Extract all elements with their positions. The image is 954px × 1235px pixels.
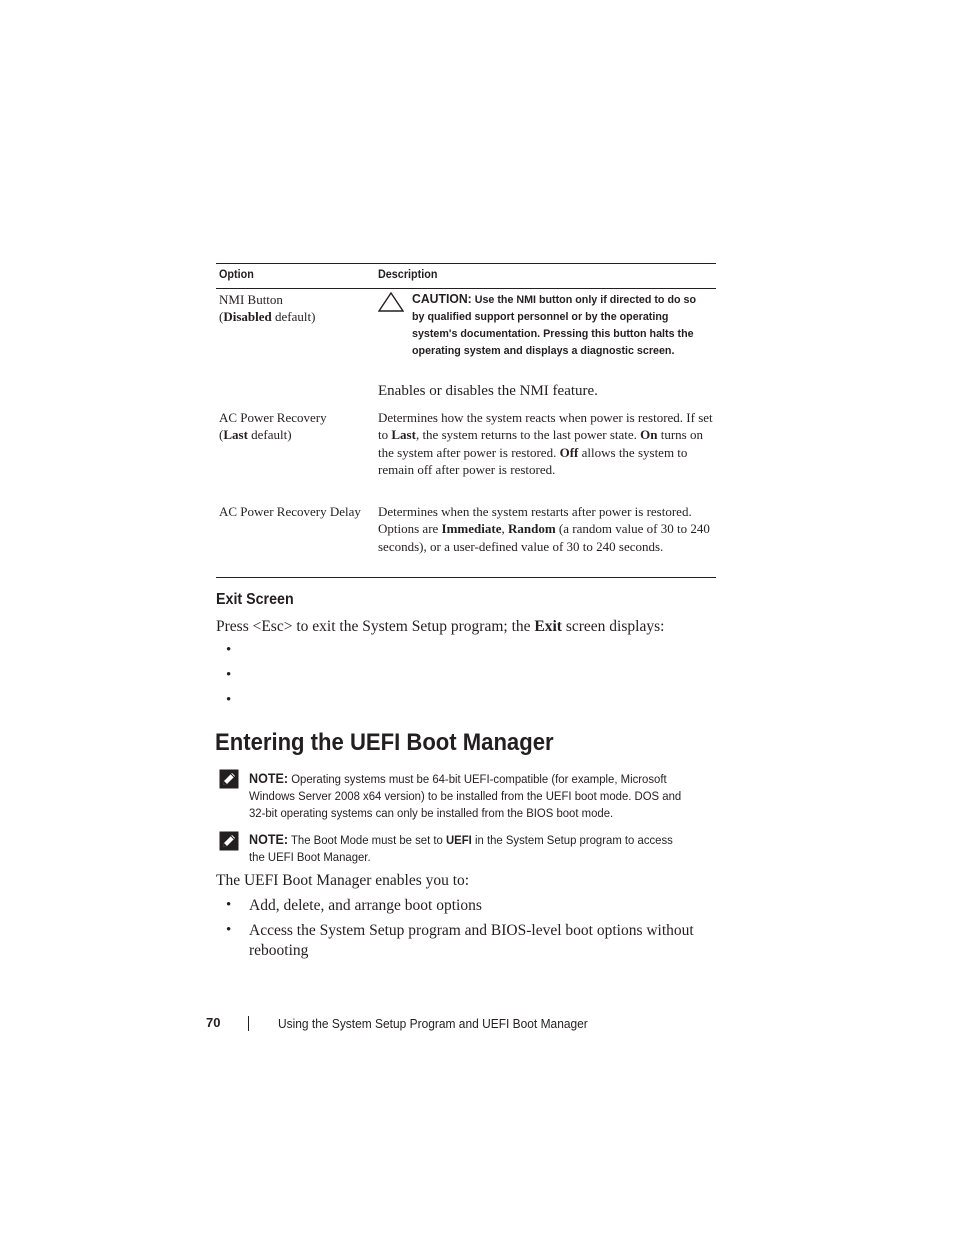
table-bottom-rule [216,577,716,578]
table-row-ac-option: AC Power Recovery (Last default) [219,410,327,443]
table-row-nmi-option: NMI Button (Disabled default) [219,292,316,325]
table-row-ac-delay-option: AC Power Recovery Delay [219,504,361,519]
table-header-rule [216,288,716,289]
header-description: Description [378,267,438,281]
footer-title: Using the System Setup Program and UEFI Boot Manager [278,1016,588,1031]
note-2: NOTE: The Boot Mode must be set to UEFI in the System Setup program to access the UEFI Boot Manager. [249,832,673,864]
note-1: NOTE: Operating systems must be 64-bit UEFI-compatible (for example, Microsoft Windows Server 2008 x64 version) to be installed from the UEFI boot mode. DOS and 32-bit operating systems can only be installed from the BIOS boot mode. [249,771,682,820]
nmi-description: Enables or disables the NMI feature. [378,383,598,399]
exit-bullet-3: • [226,692,232,708]
header-option: Option [219,267,254,281]
list-bullet: • [226,922,232,938]
list-item: Access the System Setup program and BIOS-level boot options without rebooting [249,922,694,959]
footer-separator [248,1016,249,1031]
list-item: Add, delete, and arrange boot options [249,897,482,914]
section-heading: Entering the UEFI Boot Manager [215,729,554,756]
caution-triangle-icon [378,292,404,312]
exit-screen-heading: Exit Screen [216,591,294,608]
ac-power-recovery-description: Determines how the system reacts when power is restored. If set to Last, the system returns to the last power state. On turns on the system after power is restored. Off allows the system to remain off after power is restored. [378,410,713,477]
list-bullet: • [226,897,232,913]
note-pencil-icon [219,831,239,851]
exit-bullet-2: • [226,667,232,683]
page-number: 70 [206,1015,221,1030]
exit-bullet-1: • [226,642,232,658]
ac-power-recovery-delay-description: Determines when the system restarts after power is restored. Options are Immediate, Random (a random value of 30 to 240 seconds), or a user-defined value of 30 to 240 seconds. [378,504,710,554]
note-pencil-icon [219,769,239,789]
uefi-intro-text: The UEFI Boot Manager enables you to: [216,872,470,889]
exit-screen-text: Press <Esc> to exit the System Setup program; the Exit screen displays: [216,618,665,635]
table-top-rule [216,263,716,264]
caution-text: CAUTION: Use the NMI button only if directed to do so by qualified support personnel or by the operating system's documentation. Pressing this button halts the operating system and displays a diagnostic screen. [412,291,696,357]
